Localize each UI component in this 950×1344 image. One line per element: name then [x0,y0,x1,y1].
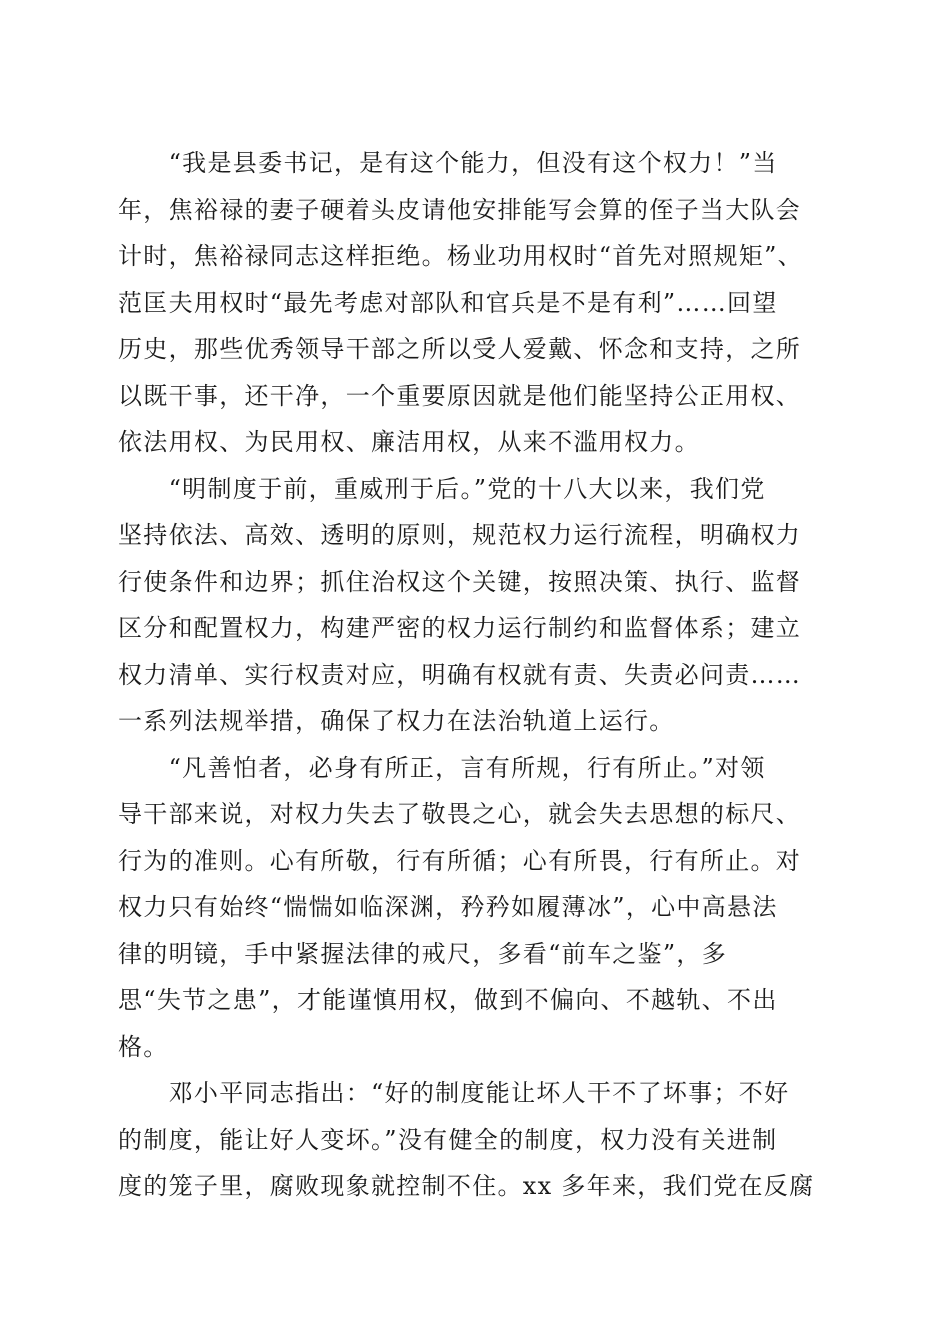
text-line: 区分和配置权力，构建严密的权力运行制约和监督体系；建立 [118,614,802,642]
text-line: “明制度于前，重威刑于后。”党的十八大以来，我们党 [118,474,766,503]
text-line: “我是县委书记，是有这个能力，但没有这个权力！”当 [118,149,778,177]
paragraph-1 [118,140,830,466]
text-line: 计时，焦裕禄同志这样拒绝。杨业功用权时“首先对照规矩”、 [118,242,803,270]
text-line: “凡善怕者，必身有所正，言有所规，行有所止。”对领 [118,753,766,782]
text-line: 权力清单、实行权责对应，明确有权就有责、失责必问责…… [118,660,802,689]
text-line: 范匡夫用权时“最先考虑对部队和官兵是不是有利”……回望 [118,288,778,317]
text-line: 格。 [118,1032,169,1061]
text-line: 度的笼子里，腐败现象就控制不住。xx 多年来，我们党在反腐 [118,1172,815,1200]
text-line: 导干部来说，对权力失去了敬畏之心，就会失去思想的标尺、 [118,800,802,828]
text-line: 依法用权、为民用权、廉洁用权，从来不滥用权力。 [118,428,700,456]
text-line: 坚持依法、高效、透明的原则，规范权力运行流程，明确权力 [118,521,802,549]
text-line: 行使条件和边界；抓住治权这个关键，按照决策、执行、监督 [118,567,802,596]
text-line: 历史，那些优秀领导干部之所以受人爱戴、怀念和支持，之所 [118,335,802,363]
paragraph-3 [118,745,830,1071]
text-line: 年，焦裕禄的妻子硬着头皮请他安排能写会算的侄子当大队会 [118,195,802,224]
text-line: 行为的准则。心有所敬，行有所循；心有所畏，行有所止。对 [118,846,802,875]
text-line: 思“失节之患”，才能谨慎用权，做到不偏向、不越轨、不出 [118,986,778,1014]
document-body [118,140,830,1210]
text-line: 邓小平同志指出：“好的制度能让坏人干不了坏事；不好 [118,1079,790,1107]
paragraph-2 [118,466,830,745]
text-line: 一系列法规举措，确保了权力在法治轨道上运行。 [118,707,675,735]
text-line: 律的明镜，手中紧握法律的戒尺，多看“前车之鉴”，多 [118,939,728,968]
text-line: 权力只有始终“惴惴如临深渊，矜矜如履薄冰”，心中高悬法 [118,893,778,921]
paragraph-4 [118,1070,830,1210]
text-line: 的制度，能让好人变坏。”没有健全的制度，权力没有关进制 [118,1125,778,1154]
text-line: 以既干事，还干净，一个重要原因就是他们能坚持公正用权、 [118,381,802,410]
